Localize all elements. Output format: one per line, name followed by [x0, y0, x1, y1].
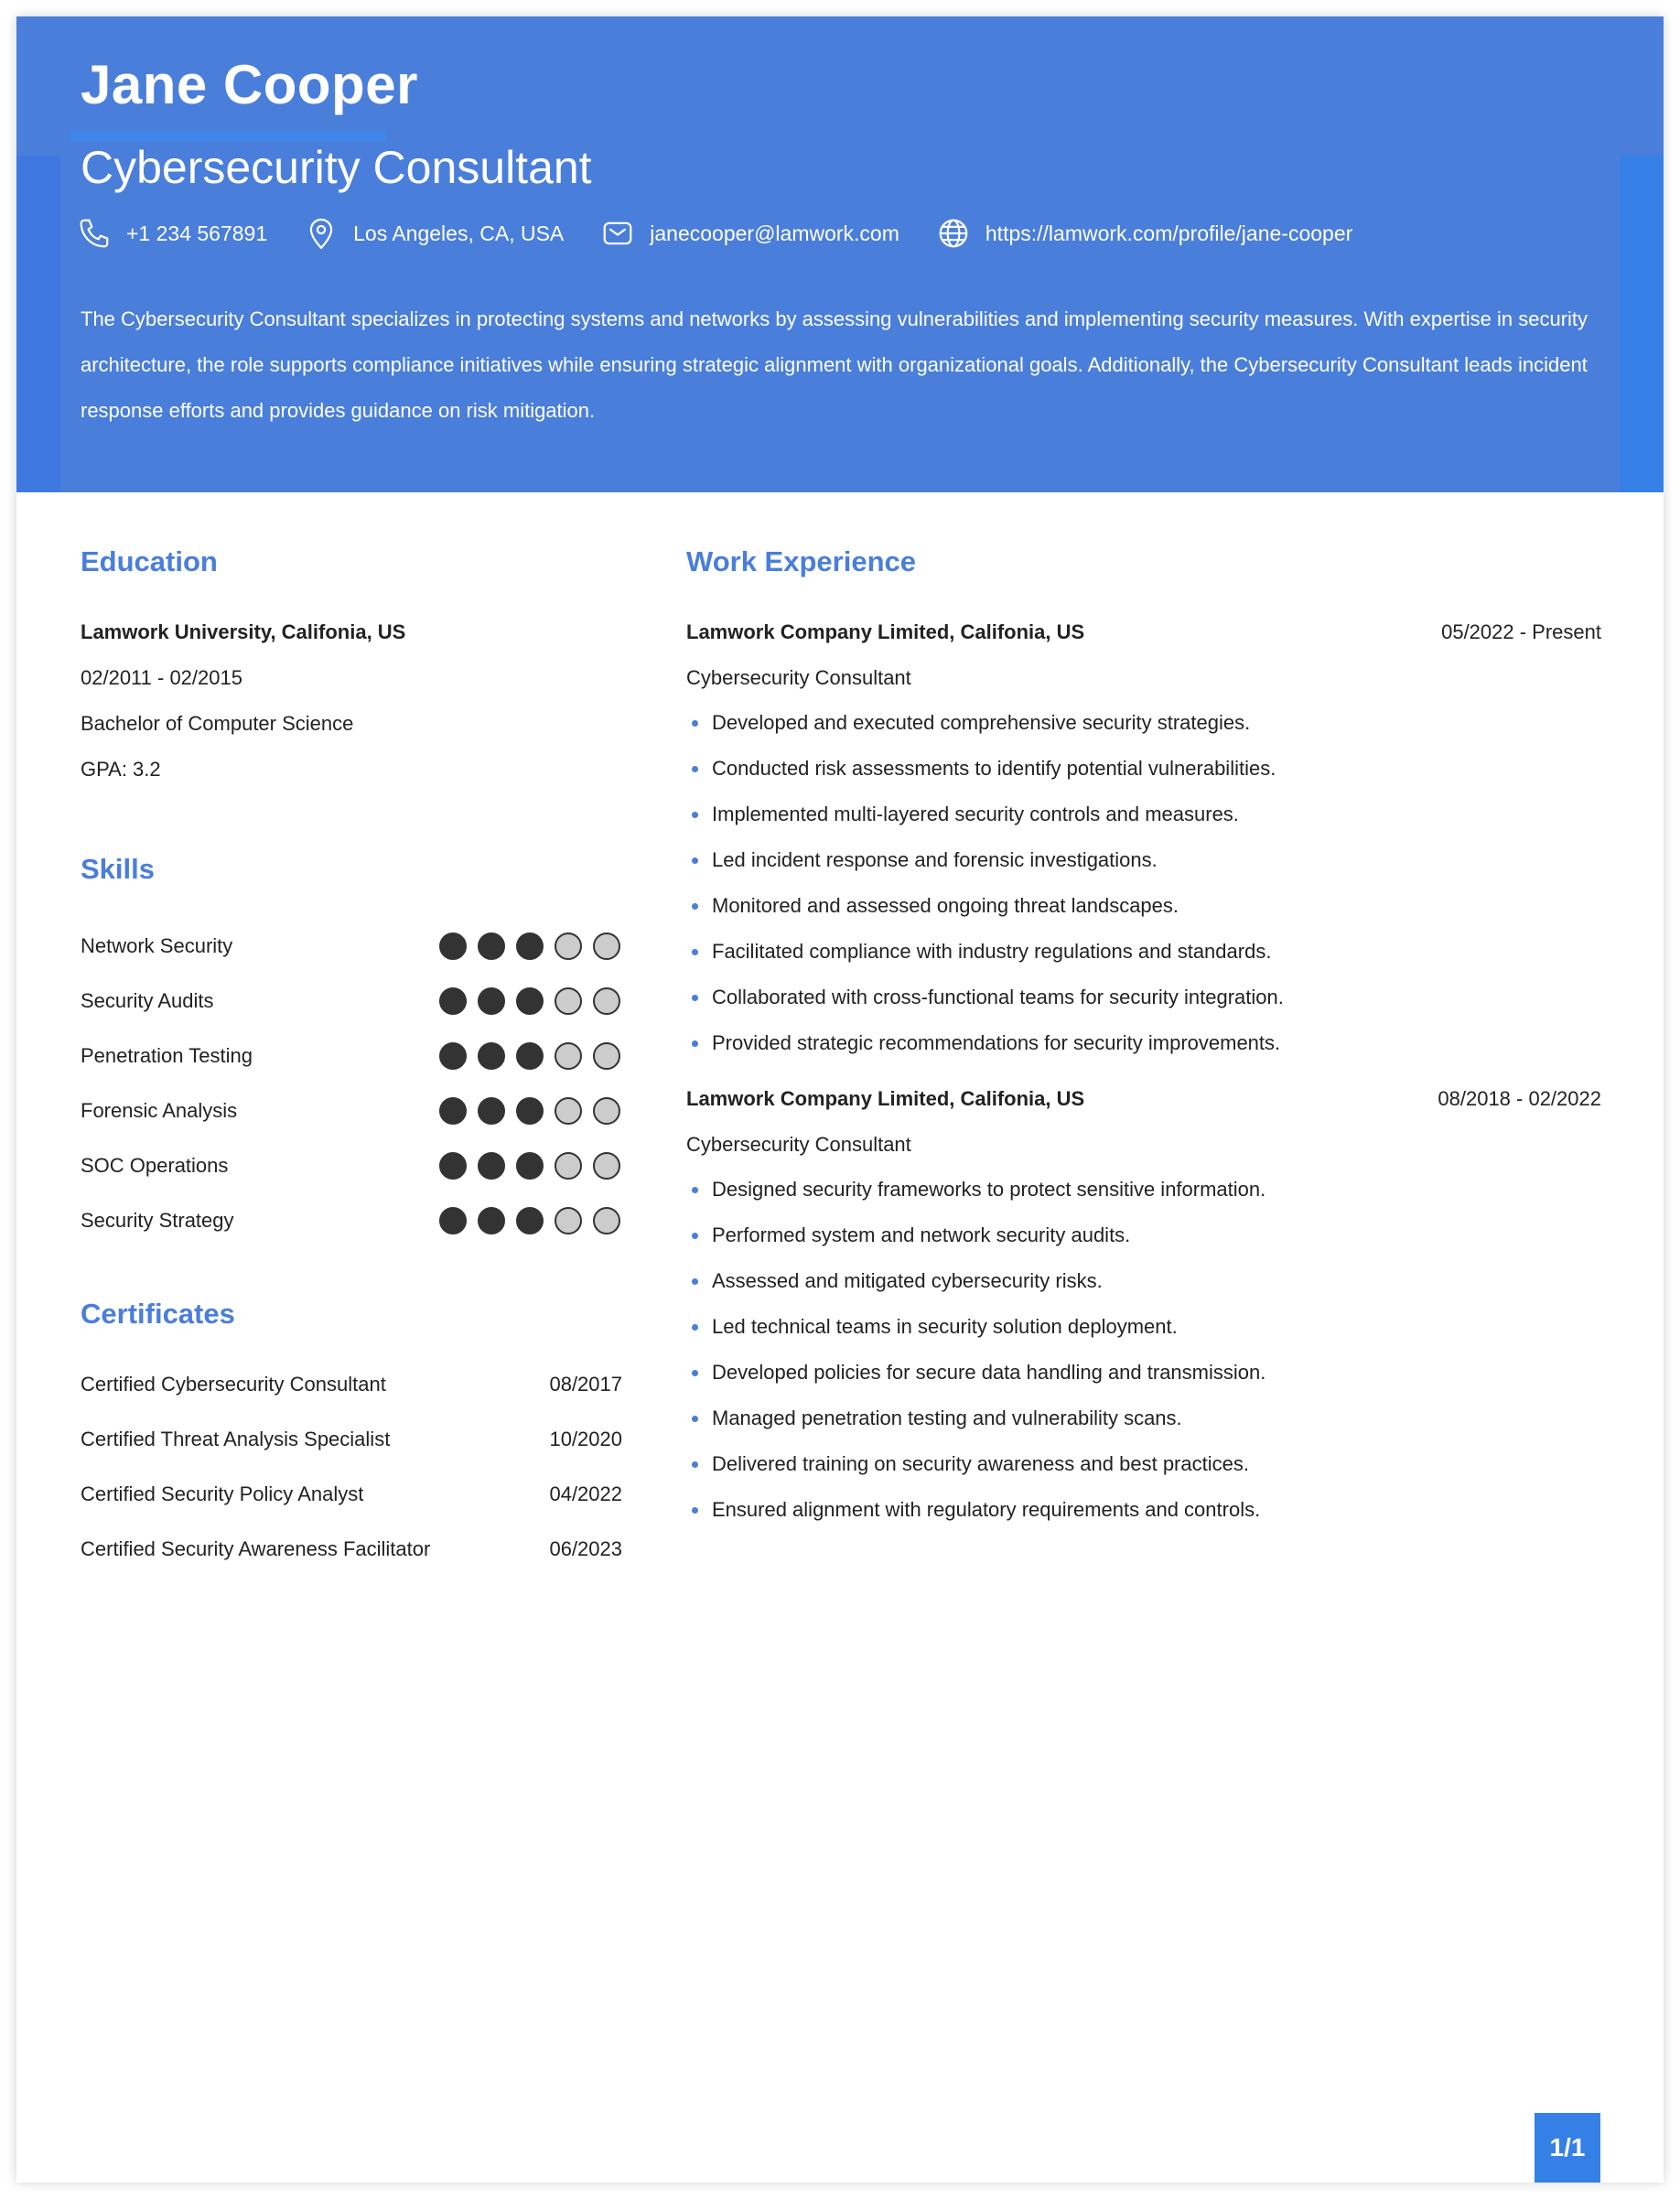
job-header	[686, 1087, 1601, 1111]
rating-dot-empty	[593, 1042, 620, 1070]
resume-page	[16, 16, 1664, 2183]
contact-location-text: Los Angeles, CA, USA	[353, 221, 565, 245]
rating-dot-filled	[478, 987, 505, 1015]
skill-rating	[428, 1207, 620, 1234]
rating-dot-filled	[439, 1097, 467, 1125]
list-item: Led incident response and forensic investigations.	[686, 837, 1284, 883]
skill-row	[81, 1202, 620, 1239]
skill-name: Security Audits	[81, 989, 214, 1012]
list-item: Implemented multi-layered security controls and measures.	[686, 792, 1284, 837]
rating-dot-filled	[516, 1042, 544, 1070]
rating-dot-empty	[555, 1152, 582, 1180]
contact-location	[304, 216, 564, 251]
skill-rating	[428, 987, 620, 1015]
work-experience-heading: Work Experience	[686, 545, 916, 577]
certificate-row	[81, 1537, 622, 1561]
rating-dot-filled	[439, 1207, 467, 1234]
rating-dot-filled	[516, 932, 544, 960]
certificates-heading: Certificates	[81, 1298, 235, 1330]
job-role: Cybersecurity Consultant	[686, 1133, 911, 1156]
skill-name: Security Strategy	[81, 1209, 234, 1232]
rating-dot-empty	[593, 1152, 620, 1180]
skill-name: Network Security	[81, 934, 233, 957]
rating-dot-filled	[478, 1097, 505, 1125]
certificate-date: 04/2022	[549, 1482, 622, 1505]
skill-name: SOC Operations	[81, 1154, 229, 1177]
certificate-row	[81, 1428, 622, 1451]
rating-dot-empty	[555, 932, 582, 960]
job-company: Lamwork Company Limited, Califonia, US	[686, 620, 1085, 643]
job-header	[686, 620, 1601, 644]
skill-rating	[428, 1097, 620, 1125]
skill-name: Forensic Analysis	[81, 1099, 238, 1122]
rating-dot-empty	[555, 987, 582, 1015]
list-item: Managed penetration testing and vulnerability scans.	[686, 1396, 1265, 1441]
job-role: Cybersecurity Consultant	[686, 666, 911, 689]
rating-dot-filled	[478, 1042, 505, 1070]
education-degree: Bachelor of Computer Science	[81, 712, 354, 735]
certificate-name: Certified Cybersecurity Consultant	[81, 1373, 386, 1396]
skill-rating	[428, 932, 620, 960]
rating-dot-filled	[478, 1207, 505, 1234]
list-item: Monitored and assessed ongoing threat landscapes.	[686, 883, 1284, 929]
job-company: Lamwork Company Limited, Califonia, US	[686, 1087, 1085, 1110]
rating-dot-filled	[478, 1152, 505, 1180]
certificate-name: Certified Security Awareness Facilitator	[81, 1537, 431, 1560]
phone-icon	[77, 216, 112, 251]
contact-email[interactable]	[600, 216, 899, 251]
resume-header	[16, 16, 1664, 492]
rating-dot-filled	[516, 1207, 544, 1234]
rating-dot-filled	[439, 1042, 467, 1070]
rating-dot-filled	[516, 1097, 544, 1125]
page-indicator: 1/1	[1535, 2113, 1600, 2183]
rating-dot-empty	[593, 932, 620, 960]
rating-dot-filled	[478, 932, 505, 960]
rating-dot-empty	[593, 987, 620, 1015]
contact-email-text[interactable]: janecooper@lamwork.com	[650, 221, 899, 245]
rating-dot-empty	[593, 1207, 620, 1234]
contact-phone	[77, 216, 267, 251]
header-stripe-left	[16, 156, 60, 492]
name-underline	[70, 132, 386, 141]
contact-website[interactable]	[936, 216, 1352, 251]
skills-heading: Skills	[81, 853, 155, 885]
skill-row	[81, 983, 620, 1019]
contact-bar	[77, 210, 1389, 256]
list-item: Provided strategic recommendations for security improvements.	[686, 1020, 1284, 1066]
list-item: Delivered training on security awareness and best practices.	[686, 1441, 1265, 1487]
list-item: Assessed and mitigated cybersecurity risks.	[686, 1258, 1265, 1304]
certificate-name: Certified Threat Analysis Specialist	[81, 1428, 391, 1450]
skill-row	[81, 928, 620, 965]
education-heading: Education	[81, 545, 218, 577]
certificate-row	[81, 1482, 622, 1506]
skill-row	[81, 1038, 620, 1074]
contact-website-text[interactable]: https://lamwork.com/profile/jane-cooper	[985, 221, 1353, 245]
rating-dot-filled	[516, 987, 544, 1015]
rating-dot-filled	[439, 932, 467, 960]
skill-rating	[428, 1042, 620, 1070]
list-item: Ensured alignment with regulatory requirements and controls.	[686, 1487, 1265, 1533]
list-item: Designed security frameworks to protect sensitive information.	[686, 1167, 1265, 1213]
list-item: Developed policies for secure data handling and transmission.	[686, 1350, 1265, 1396]
contact-phone-text: +1 234 567891	[126, 221, 268, 245]
globe-icon	[936, 216, 971, 251]
education-gpa: GPA: 3.2	[81, 758, 161, 781]
job-dates: 08/2018 - 02/2022	[1438, 1087, 1601, 1110]
rating-dot-empty	[593, 1097, 620, 1125]
list-item: Collaborated with cross-functional teams for security integration.	[686, 975, 1284, 1020]
job-responsibilities	[686, 700, 1284, 1066]
skill-row	[81, 1148, 620, 1184]
certificate-date: 10/2020	[549, 1428, 622, 1450]
job-dates: 05/2022 - Present	[1441, 620, 1601, 643]
certificate-date: 06/2023	[549, 1537, 622, 1560]
skill-row	[81, 1093, 620, 1129]
candidate-name: Jane Cooper	[81, 54, 418, 115]
list-item: Facilitated compliance with industry regulations and standards.	[686, 929, 1284, 975]
certificate-date: 08/2017	[549, 1373, 622, 1396]
profile-summary: The Cybersecurity Consultant specializes in protecting systems and networks by assessing vulnerabilities and implementing security measures. With expertise in security architecture, the role supports compliance initiatives while ensuring strategic alignment with organizational goals. Additionally, the Cybersecurity Consultant leads incident response efforts and provides guidance on risk mitigation.	[81, 307, 1588, 422]
header-stripe-right	[1620, 156, 1664, 492]
job-title: Cybersecurity Consultant	[81, 142, 592, 193]
list-item: Led technical teams in security solution deployment.	[686, 1304, 1265, 1350]
rating-dot-empty	[555, 1042, 582, 1070]
rating-dot-filled	[439, 1152, 467, 1180]
rating-dot-filled	[516, 1152, 544, 1180]
job-responsibilities	[686, 1167, 1265, 1533]
skill-name: Penetration Testing	[81, 1044, 253, 1067]
mail-icon	[600, 216, 635, 251]
rating-dot-empty	[555, 1097, 582, 1125]
education-dates: 02/2011 - 02/2015	[81, 666, 242, 689]
skill-rating	[428, 1152, 620, 1180]
list-item: Performed system and network security audits.	[686, 1213, 1265, 1258]
rating-dot-filled	[439, 987, 467, 1015]
education-school: Lamwork University, Califonia, US	[81, 620, 406, 643]
list-item: Conducted risk assessments to identify potential vulnerabilities.	[686, 746, 1284, 792]
rating-dot-empty	[555, 1207, 582, 1234]
list-item: Developed and executed comprehensive security strategies.	[686, 700, 1284, 746]
certificate-row	[81, 1373, 622, 1396]
location-pin-icon	[304, 216, 339, 251]
certificate-name: Certified Security Policy Analyst	[81, 1482, 364, 1505]
